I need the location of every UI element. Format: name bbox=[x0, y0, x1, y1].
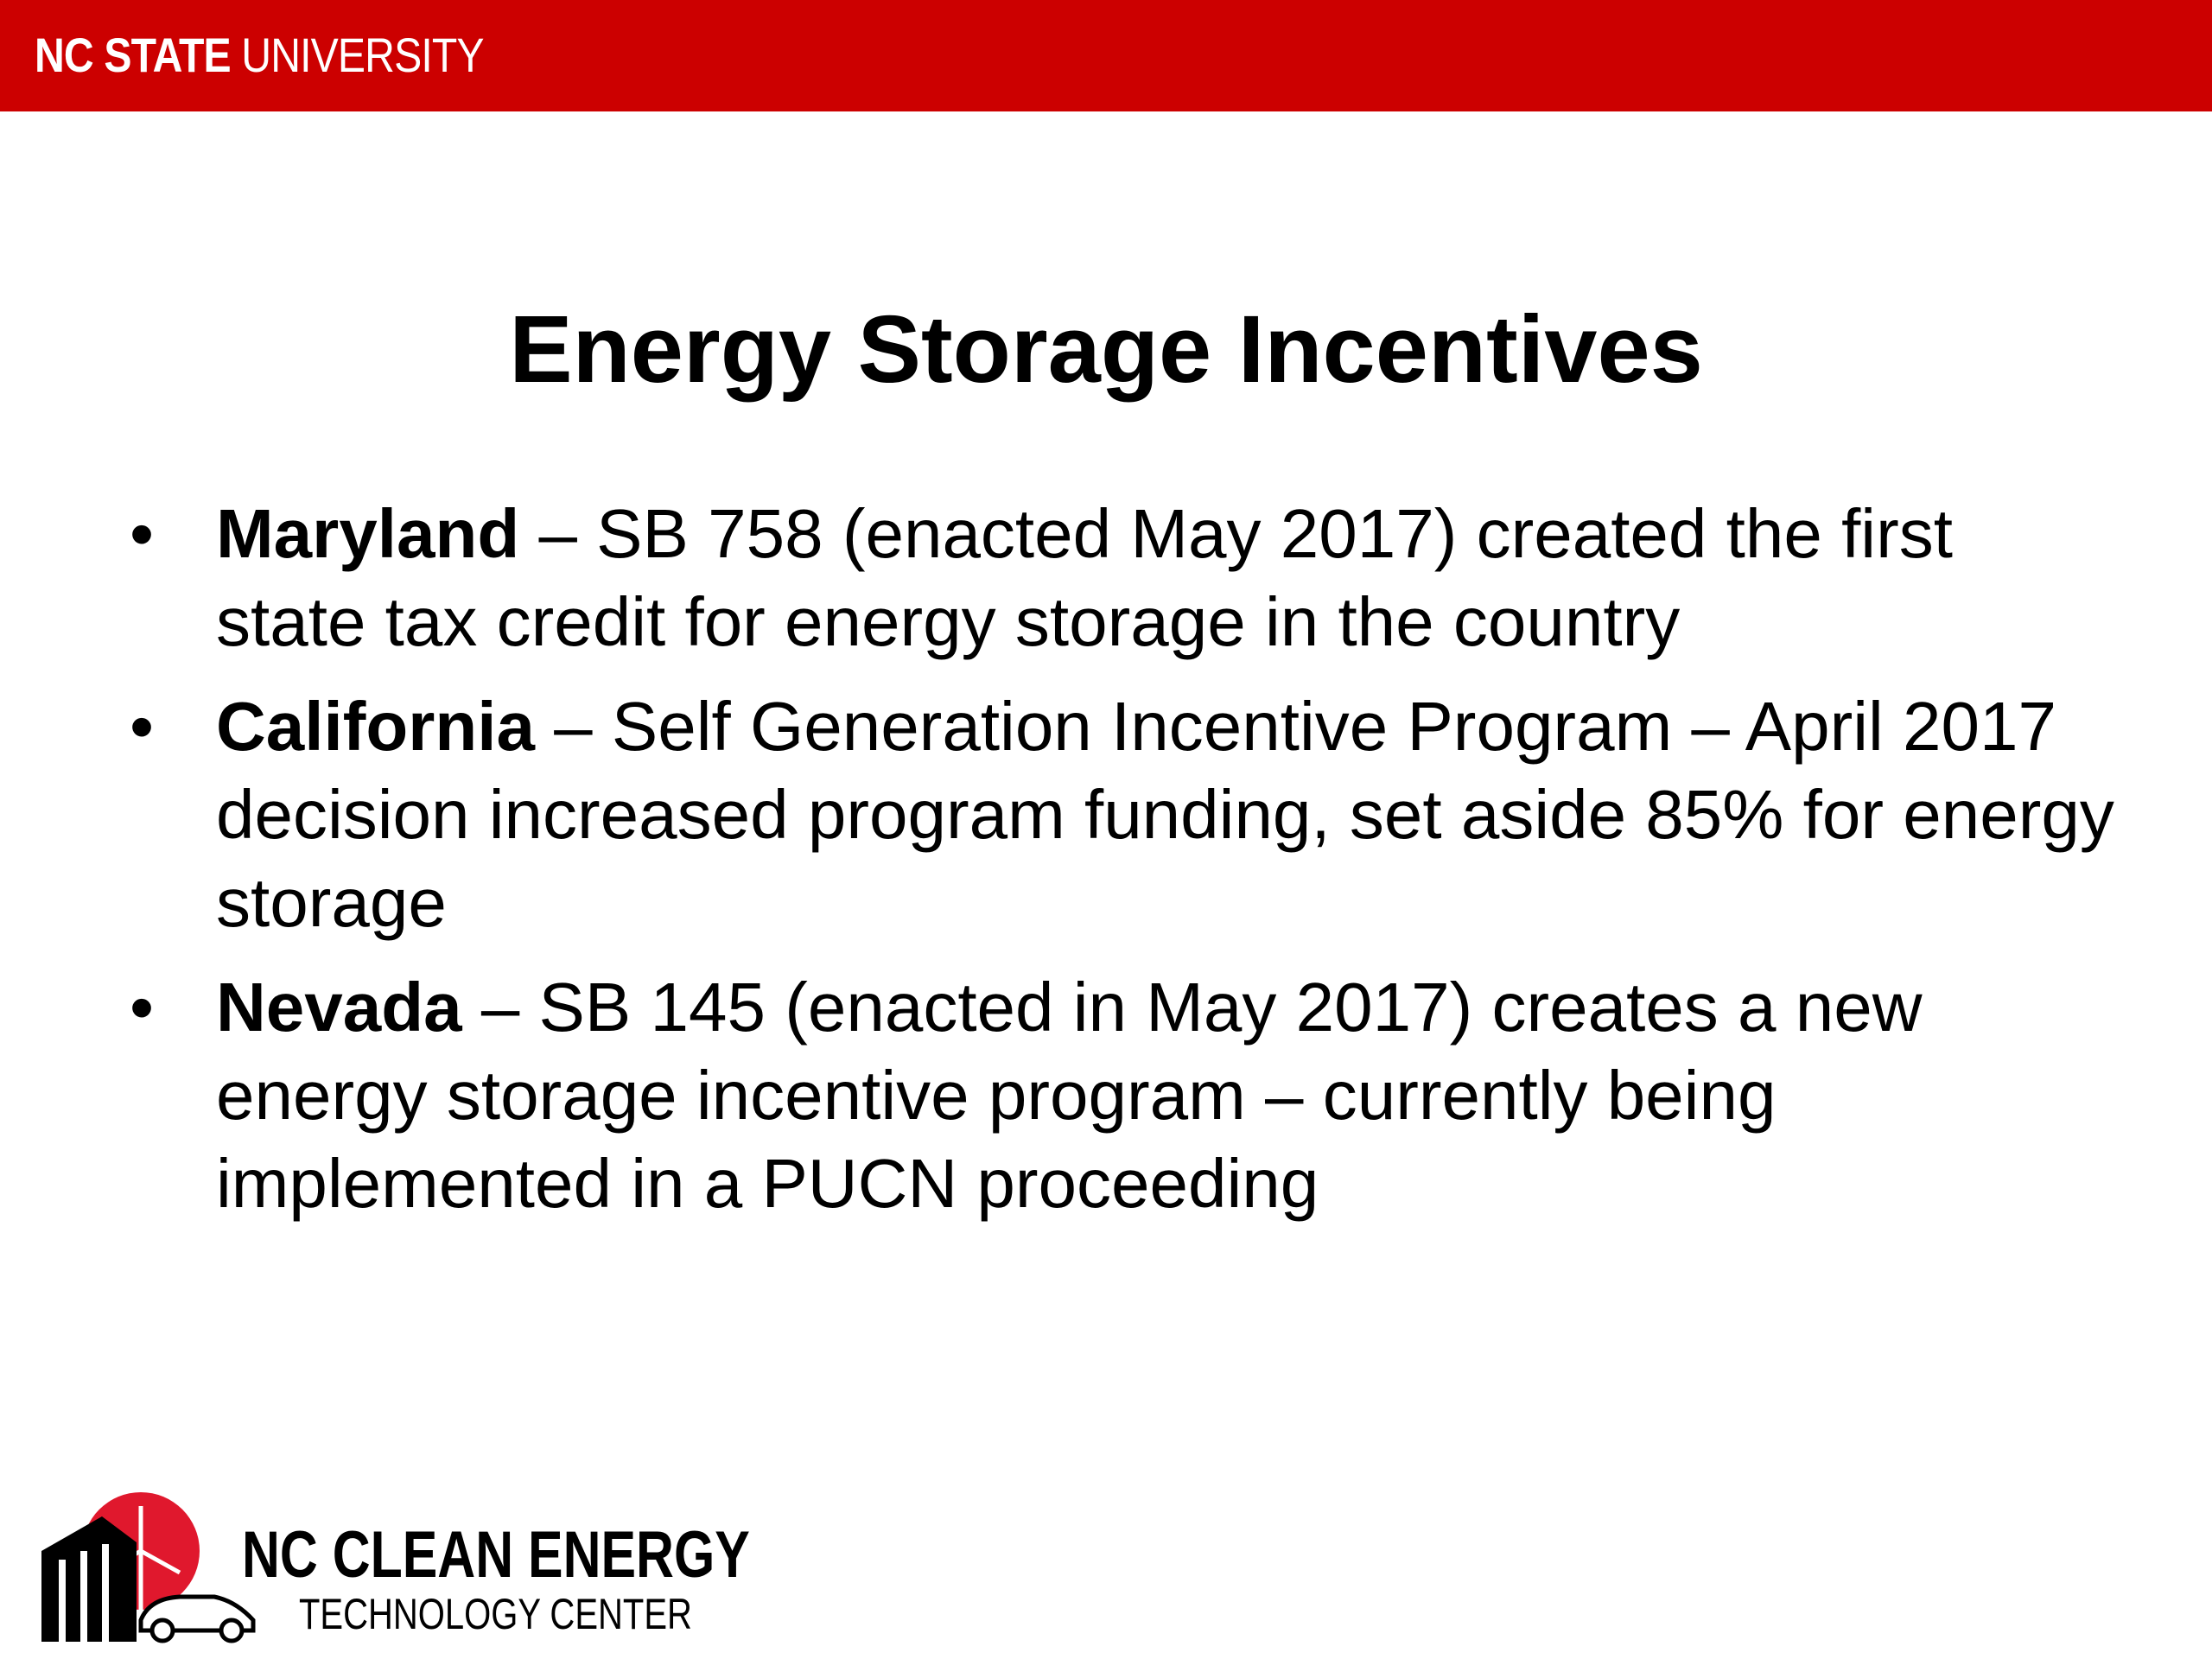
bullet-dot: • bbox=[130, 495, 155, 572]
brand-bold: NC STATE bbox=[35, 28, 231, 82]
bullet-dot: • bbox=[130, 688, 155, 765]
bullet-item-maryland bbox=[130, 490, 2117, 666]
building-wind-turbine-car-icon bbox=[41, 1491, 257, 1646]
bullet-text: – SB 758 (enacted May 2017) created the first state tax credit for energy storage in the country bbox=[216, 495, 1953, 660]
bullet-item-nevada bbox=[130, 963, 2117, 1228]
bullet-term: Maryland bbox=[216, 495, 520, 572]
nc-clean-energy-logo bbox=[41, 1491, 750, 1646]
bullet-term: California bbox=[216, 688, 535, 765]
bullet-term: Nevada bbox=[216, 969, 462, 1046]
bullet-text: – Self Generation Incentive Program – April 2017 decision increased program funding, set aside 85% for energy storage bbox=[216, 688, 2114, 941]
slide-title: Energy Storage Incentives bbox=[509, 296, 1703, 403]
brand-regular: UNIVERSITY bbox=[230, 28, 484, 82]
bullet-list bbox=[130, 490, 2117, 1244]
university-brand bbox=[35, 24, 484, 86]
logo-line-1: NC CLEAN ENERGY bbox=[242, 1518, 750, 1592]
bullet-text: – SB 145 (enacted in May 2017) creates a new energy storage incentive program – currently being implemented in a PUCN proceeding bbox=[216, 969, 1923, 1222]
header-bar bbox=[0, 0, 2212, 111]
bullet-dot: • bbox=[130, 969, 155, 1046]
logo-line-2: TECHNOLOGY CENTER bbox=[299, 1590, 692, 1638]
bullet-item-california bbox=[130, 683, 2117, 947]
